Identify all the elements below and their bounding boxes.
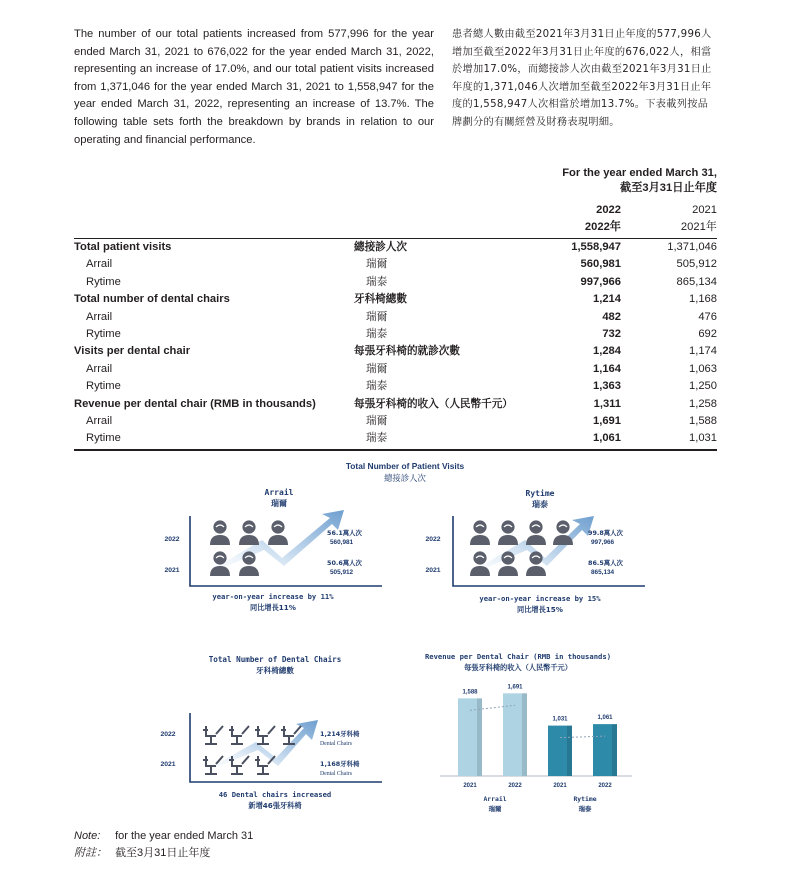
- arrail-year-2022: 2022: [164, 536, 180, 543]
- rytime-name-zh: 瑞泰: [532, 500, 548, 509]
- row-value-2022: 997,966: [580, 275, 621, 288]
- chairs-2022-count: 1,214牙科椅: [320, 730, 360, 738]
- revenue-year-label: 2021: [553, 783, 567, 789]
- rytime-2022-visits-wan: 99.8萬人次: [588, 529, 623, 537]
- row-label-zh: 總接診人次: [354, 241, 407, 253]
- year-2021-header: 2021: [692, 204, 717, 216]
- rytime-growth-en: year-on-year increase by 15%: [479, 594, 601, 603]
- dental-chairs-panel: [160, 655, 382, 810]
- row-label-zh: 每張牙科椅的收入（人民幣千元）: [354, 397, 513, 410]
- year-2021-header-zh: 2021年: [680, 221, 717, 233]
- table-period-en: For the year ended March 31,: [562, 167, 717, 179]
- revenue-bar-label: 1,588: [462, 689, 478, 696]
- revenue-bar-shade: [567, 726, 572, 776]
- revenue-bar-label: 1,061: [597, 715, 613, 722]
- note-value-zh: 截至3月31日止年度: [115, 847, 211, 859]
- revenue-bar-label: 1,691: [507, 684, 523, 691]
- arrail-visits-panel: [164, 487, 382, 612]
- revenue-chart: [425, 652, 632, 813]
- chairs-title-zh: 牙科椅總數: [256, 666, 294, 675]
- row-value-2022: 482: [602, 310, 621, 323]
- chairs-title-en: Total Number of Dental Chairs: [208, 655, 342, 664]
- revenue-year-label: 2022: [508, 783, 522, 789]
- row-label: Rytime: [86, 327, 121, 340]
- row-label-zh: 瑞爾: [366, 414, 388, 427]
- revenue-title-zh: 每張牙科椅的收入（人民幣千元）: [464, 663, 572, 672]
- year-2022-header: 2022: [596, 204, 621, 216]
- table-period-zh: 截至3月31日止年度: [620, 182, 717, 194]
- chairs-growth-zh: 新增46張牙科椅: [248, 801, 302, 810]
- row-label-zh: 瑞泰: [366, 432, 388, 445]
- rytime-year-2022: 2022: [425, 536, 441, 543]
- row-value-2022: 1,164: [593, 362, 621, 375]
- chairs-2022-unit: Dental Chairs: [320, 741, 353, 747]
- arrail-year-2021: 2021: [164, 567, 180, 574]
- visits-title-zh: 總接診人次: [384, 473, 426, 483]
- row-label-zh: 瑞爾: [366, 362, 388, 375]
- arrail-name-zh: 瑞爾: [271, 499, 287, 508]
- intro-paragraph-en: The number of our total patients increased from 577,996 for the year ended March 31, 2021 to 676,022 for the year ended March 31, 2022, representing an increase of 17.0%, and our total patient visits increased from 1,371,046 for the year ended March 31, 2021 to 1,558,947 for the year ended March 31, 2022, representing an increase of 13.7%. The following table sets forth the breakdown by brands in relation to our operating and financial performance.: [74, 28, 434, 146]
- row-value-2021: 1,174: [689, 345, 717, 358]
- note-key-zh: 附註：: [74, 847, 107, 859]
- rytime-visits-panel: [425, 488, 645, 614]
- chairs-2021-count: 1,168牙科椅: [320, 760, 360, 768]
- arrail-2022-visits-wan: 56.1萬人次: [327, 529, 362, 537]
- revenue-title-en: Revenue per Dental Chair (RMB in thousands): [424, 652, 612, 661]
- row-label: Arrail: [86, 362, 113, 375]
- revenue-brand-arrail-en: Arrail: [483, 795, 507, 803]
- row-label: Rytime: [86, 275, 121, 288]
- revenue-bar-shade: [522, 693, 527, 776]
- revenue-brand-rytime-zh: 瑞泰: [578, 805, 592, 813]
- arrail-2022-visits: 560,981: [330, 539, 354, 546]
- row-value-2022: 1,284: [593, 345, 621, 358]
- revenue-bar-label: 1,031: [552, 716, 568, 723]
- note-key-en: Note:: [74, 830, 101, 842]
- row-value-2022: 1,558,947: [571, 241, 621, 253]
- row-label: Rytime: [86, 380, 121, 393]
- row-value-2022: 1,691: [593, 414, 621, 427]
- revenue-brand-arrail-zh: 瑞爾: [488, 805, 502, 813]
- rytime-growth-zh: 同比增長15%: [517, 605, 563, 614]
- revenue-bar-shade: [612, 724, 617, 776]
- row-value-2022: 732: [602, 327, 621, 340]
- arrail-name-en: Arrail: [264, 488, 294, 497]
- intro-paragraph-zh: 患者總人數由截至2021年3月31日止年度的577,996人增加至截至2022年3月31日止年度的676,022人，相當於增加17.0%，而總接診人次由截至2021年3月31日止年度的1,371,046人次增加至截至2022年3月31日止年度的1,558,947人次相當於增加13.7%。下表載列按品牌劃分的有關經營及財務表現明細。: [452, 29, 712, 128]
- row-label-zh: 牙科椅總數: [354, 293, 407, 306]
- row-label: Rytime: [86, 432, 121, 445]
- revenue-year-label: 2021: [463, 783, 477, 789]
- row-value-2021: 1,168: [689, 293, 717, 306]
- chairs-2021-unit: Dental Chairs: [320, 771, 353, 777]
- rytime-2021-visits: 865,134: [591, 569, 615, 576]
- row-value-2022: 1,363: [593, 380, 621, 393]
- chairs-growth-en: 46 Dental chairs increased: [218, 790, 332, 799]
- revenue-bar-shade: [477, 698, 482, 776]
- year-2022-header-zh: 2022年: [584, 221, 621, 233]
- row-value-2021: 1,031: [689, 432, 717, 445]
- row-label-zh: 瑞泰: [366, 380, 388, 393]
- revenue-year-label: 2022: [598, 783, 612, 789]
- row-label: Revenue per dental chair (RMB in thousands): [74, 397, 316, 410]
- chairs-year-2021: 2021: [160, 761, 176, 768]
- rytime-2021-visits-wan: 86.5萬人次: [588, 559, 623, 567]
- row-label: Total patient visits: [74, 241, 172, 253]
- row-value-2022: 1,311: [593, 397, 621, 410]
- row-value-2021: 692: [698, 327, 717, 340]
- chairs-year-2022: 2022: [160, 731, 176, 738]
- rytime-name-en: Rytime: [525, 489, 555, 498]
- row-value-2021: 1,250: [689, 380, 717, 393]
- row-value-2021: 476: [698, 310, 717, 323]
- row-value-2021: 865,134: [676, 275, 717, 288]
- revenue-bars: [458, 684, 617, 789]
- visits-title-en: Total Number of Patient Visits: [345, 461, 465, 471]
- row-label: Arrail: [86, 258, 113, 271]
- arrail-growth-en: year-on-year increase by 11%: [212, 592, 334, 601]
- row-label-zh: 瑞泰: [366, 275, 388, 288]
- row-label: Total number of dental chairs: [74, 293, 230, 306]
- row-value-2021: 1,063: [689, 362, 717, 375]
- row-label: Arrail: [86, 414, 113, 427]
- rytime-2022-visits: 997,966: [591, 539, 615, 546]
- row-label-zh: 瑞泰: [366, 327, 388, 340]
- arrail-growth-zh: 同比增長11%: [250, 603, 296, 612]
- row-value-2022: 1,061: [593, 432, 621, 445]
- row-label-zh: 每張牙科椅的就診次數: [354, 345, 460, 358]
- row-value-2021: 1,371,046: [667, 241, 717, 253]
- row-value-2021: 1,588: [689, 414, 717, 427]
- row-label: Arrail: [86, 310, 113, 323]
- rytime-year-2021: 2021: [425, 567, 441, 574]
- arrail-2021-visits-wan: 50.6萬人次: [327, 559, 362, 567]
- arrail-2021-visits: 505,912: [330, 569, 354, 576]
- row-label-zh: 瑞爾: [366, 310, 388, 323]
- row-value-2022: 1,214: [593, 293, 621, 306]
- footnote: [74, 828, 253, 862]
- row-label: Visits per dental chair: [74, 345, 191, 358]
- revenue-brand-rytime-en: Rytime: [573, 795, 597, 803]
- note-value-en: for the year ended March 31: [115, 830, 254, 842]
- row-value-2021: 1,258: [689, 397, 717, 410]
- row-label-zh: 瑞爾: [366, 258, 388, 271]
- row-value-2021: 505,912: [676, 258, 717, 271]
- row-value-2022: 560,981: [580, 258, 621, 271]
